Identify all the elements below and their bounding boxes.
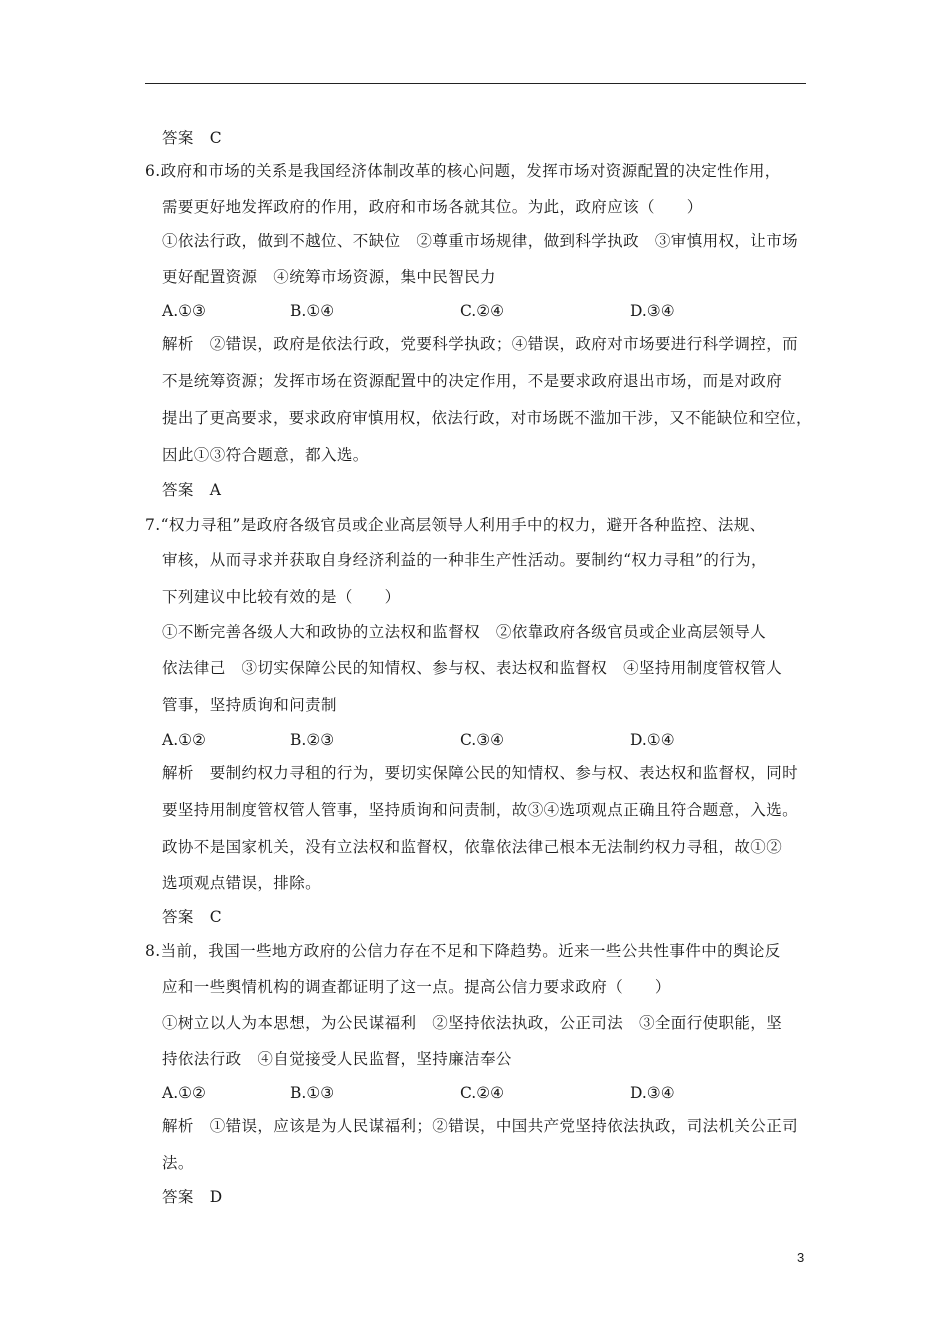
q7-analysis-line-4: 选项观点错误，排除。 <box>162 874 322 892</box>
q7-option-d: D.①④ <box>630 731 675 749</box>
q6-option-d: D.③④ <box>630 302 675 320</box>
q6-stem-line-1: 6.政府和市场的关系是我国经济体制改革的核心问题，发挥市场对资源配置的决定性作用， <box>145 162 781 180</box>
q8-option-b: B.①③ <box>290 1084 335 1102</box>
q6-option-a: A.①③ <box>162 302 206 320</box>
q6-items-line-2: 更好配置资源 ④统筹市场资源，集中民智民力 <box>162 268 496 286</box>
q7-option-c: C.③④ <box>460 731 505 749</box>
q8-analysis-line-1: 解析 ①错误，应该是为人民谋福利；②错误，中国共产党坚持依法执政，司法机关公正司 <box>162 1117 799 1135</box>
page-number: 3 <box>797 1250 805 1265</box>
q7-items-line-3: 管事，坚持质询和问责制 <box>162 696 337 714</box>
q8-items-line-1: ①树立以人为本思想，为公民谋福利 ②坚持依法执政，公正司法 ③全面行使职能，坚 <box>162 1014 783 1032</box>
q7-items-line-1: ①不断完善各级人大和政协的立法权和监督权 ②依靠政府各级官员或企业高层领导人 <box>162 623 767 641</box>
q7-option-a: A.①② <box>162 731 206 749</box>
q7-items-line-2: 依法律己 ③切实保障公民的知情权、参与权、表达权和监督权 ④坚持用制度管权管人 <box>162 659 783 677</box>
q8-items-line-2: 持依法行政 ④自觉接受人民监督，坚持廉洁奉公 <box>162 1050 512 1068</box>
q6-items-line-1: ①依法行政，做到不越位、不缺位 ②尊重市场规律，做到科学执政 ③审慎用权，让市场 <box>162 232 799 250</box>
q6-answer: 答案 A <box>162 481 222 499</box>
q6-stem-line-2: 需要更好地发挥政府的作用，政府和市场各就其位。为此，政府应该（ ） <box>162 198 703 216</box>
q6-analysis-line-1: 解析 ②错误，政府是依法行政，党要科学执政；④错误，政府对市场要进行科学调控，而 <box>162 335 799 353</box>
q8-option-c: C.②④ <box>460 1084 505 1102</box>
q7-analysis-line-2: 要坚持用制度管权管人管事，坚持质询和问责制，故③④选项观点正确且符合题意，入选。 <box>162 801 799 819</box>
q8-option-a: A.①② <box>162 1084 206 1102</box>
q8-answer: 答案 D <box>162 1188 223 1206</box>
q8-stem-line-2: 应和一些舆情机构的调查都证明了这一点。提高公信力要求政府（ ） <box>162 978 671 996</box>
q7-option-b: B.②③ <box>290 731 335 749</box>
q8-stem-line-1: 8.当前，我国一些地方政府的公信力存在不足和下降趋势。近来一些公共性事件中的舆论反 <box>145 942 781 960</box>
q6-analysis-line-3: 提出了更高要求，要求政府审慎用权，依法行政，对市场既不滥加干涉，又不能缺位和空位， <box>162 409 812 427</box>
q8-option-d: D.③④ <box>630 1084 675 1102</box>
q7-answer: 答案 C <box>162 908 222 926</box>
q7-analysis-line-1: 解析 要制约权力寻租的行为，要切实保障公民的知情权、参与权、表达权和监督权，同时 <box>162 764 799 782</box>
q5-answer: 答案 C <box>162 129 222 147</box>
q6-option-c: C.②④ <box>460 302 505 320</box>
q7-stem-line-1: 7.“权力寻租”是政府各级官员或企业高层领导人利用手中的权力，避开各种监控、法规、 <box>145 516 766 534</box>
q8-analysis-line-2: 法。 <box>162 1154 194 1172</box>
q7-stem-line-2: 审核，从而寻求并获取自身经济利益的一种非生产性活动。要制约“权力寻租”的行为， <box>162 551 767 569</box>
q7-stem-line-3: 下列建议中比较有效的是（ ） <box>162 588 401 606</box>
q7-analysis-line-3: 政协不是国家机关，没有立法权和监督权，依靠依法律己根本无法制约权力寻租，故①② <box>162 838 783 856</box>
q6-analysis-line-4: 因此①③符合题意，都入选。 <box>162 446 369 464</box>
q6-option-b: B.①④ <box>290 302 335 320</box>
q6-analysis-line-2: 不是统筹资源；发挥市场在资源配置中的决定作用，不是要求政府退出市场，而是对政府 <box>162 372 783 390</box>
header-rule <box>145 83 806 84</box>
